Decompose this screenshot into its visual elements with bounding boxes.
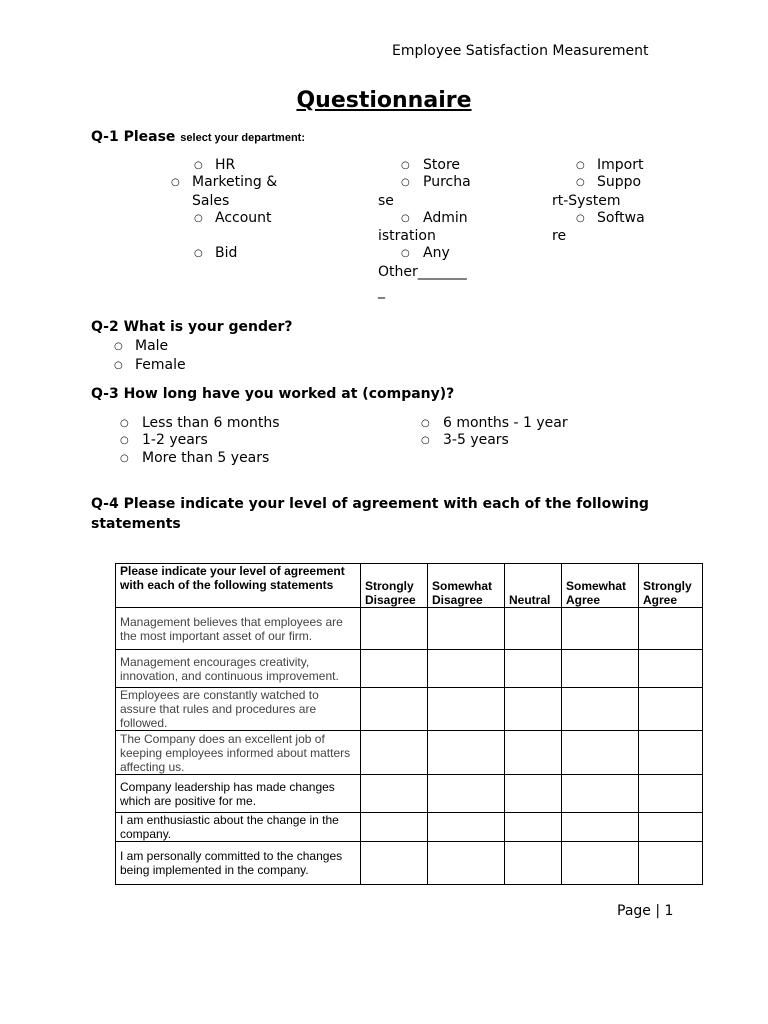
rating-cell[interactable] [505, 608, 562, 650]
rating-cell[interactable] [562, 731, 639, 775]
option-more-5-years: More than 5 years [142, 450, 270, 466]
table-row [116, 650, 703, 688]
header-line-2: Disagree [365, 593, 416, 607]
option-1-2-years: 1-2 years [142, 432, 208, 448]
rating-cell[interactable] [505, 731, 562, 775]
rating-cell[interactable] [562, 775, 639, 813]
option-less-6-months: Less than 6 months [142, 415, 280, 431]
option-any-other-cont: Other_______ [378, 264, 467, 280]
table-lead-header: Please indicate your level of agreement with each of the following statements [116, 564, 361, 608]
statement-cell: Employees are constantly watched to assure that rules and procedures are followed. [116, 688, 361, 731]
option-software-cont: re [552, 228, 567, 244]
header-somewhat-disagree [428, 564, 505, 608]
statement-cell: Company leadership has made changes which are positive for me. [116, 775, 361, 813]
option-any-other: Any [423, 245, 450, 261]
rating-cell[interactable] [639, 813, 703, 842]
page-title: Questionnaire [296, 88, 472, 113]
rating-cell[interactable] [361, 608, 428, 650]
radio-circle-icon[interactable]: ○ [120, 435, 129, 446]
option-6-months-1-year: 6 months - 1 year [443, 415, 568, 431]
rating-cell[interactable] [505, 688, 562, 731]
option-marketing: Marketing & [192, 174, 278, 190]
header-somewhat-agree [562, 564, 639, 608]
radio-circle-icon[interactable]: ○ [120, 453, 129, 464]
rating-cell[interactable] [361, 813, 428, 842]
option-purchase-cont: se [378, 193, 394, 209]
option-administration: Admin [423, 210, 468, 226]
radio-circle-icon[interactable]: ○ [171, 177, 180, 188]
radio-circle-icon[interactable]: ○ [114, 360, 123, 371]
header-strongly-agree [639, 564, 703, 608]
radio-circle-icon[interactable]: ○ [401, 177, 410, 188]
radio-circle-icon[interactable]: ○ [120, 418, 129, 429]
question-4-line-2: statements [91, 516, 181, 532]
option-female: Female [135, 357, 186, 373]
option-male: Male [135, 338, 169, 354]
rating-cell[interactable] [639, 650, 703, 688]
radio-circle-icon[interactable]: ○ [421, 435, 430, 446]
table-header-row [116, 564, 703, 608]
radio-circle-icon[interactable]: ○ [194, 213, 203, 224]
rating-cell[interactable] [639, 608, 703, 650]
table-row [116, 842, 703, 885]
radio-circle-icon[interactable]: ○ [194, 160, 203, 171]
table-row [116, 608, 703, 650]
rating-cell[interactable] [639, 688, 703, 731]
question-3: Q-3 How long have you worked at (company)? [91, 386, 455, 402]
header-line-2: Agree [566, 593, 601, 607]
option-3-5-years: 3-5 years [443, 432, 509, 448]
rating-cell[interactable] [505, 775, 562, 813]
rating-cell[interactable] [562, 608, 639, 650]
question-4-line-1: Q-4 Please indicate your level of agreement with each of the following [91, 496, 649, 512]
agreement-table [115, 563, 703, 885]
radio-circle-icon[interactable]: ○ [576, 213, 585, 224]
option-store: Store [423, 157, 461, 173]
radio-circle-icon[interactable]: ○ [114, 341, 123, 352]
radio-circle-icon[interactable]: ○ [401, 160, 410, 171]
option-account: Account [215, 210, 272, 226]
rating-cell[interactable] [361, 775, 428, 813]
option-bid: Bid [215, 245, 238, 261]
table-row [116, 688, 703, 731]
page-number: Page | 1 [617, 903, 674, 919]
document-header: Employee Satisfaction Measurement [392, 43, 649, 59]
question-1 [91, 129, 305, 145]
rating-cell[interactable] [562, 650, 639, 688]
question-2: Q-2 What is your gender? [91, 319, 293, 335]
rating-cell[interactable] [562, 813, 639, 842]
question-1-prefix: Q-1 Please [91, 129, 176, 145]
rating-cell[interactable] [361, 731, 428, 775]
rating-cell[interactable] [639, 775, 703, 813]
rating-cell[interactable] [428, 775, 505, 813]
header-line-1: Somewhat [432, 579, 493, 593]
radio-circle-icon[interactable]: ○ [401, 213, 410, 224]
table-row [116, 731, 703, 775]
rating-cell[interactable] [505, 650, 562, 688]
option-marketing-cont: Sales [192, 193, 230, 209]
rating-cell[interactable] [361, 842, 428, 885]
rating-cell[interactable] [639, 731, 703, 775]
header-neutral [505, 564, 562, 608]
statement-cell: The Company does an excellent job of keeping employees informed about matters affecting us. [116, 731, 361, 775]
statement-cell: Management believes that employees are the most important asset of our firm. [116, 608, 361, 650]
radio-circle-icon[interactable]: ○ [401, 248, 410, 259]
question-1-rest: select your department: [180, 132, 305, 144]
header-strongly-disagree [361, 564, 428, 608]
rating-cell[interactable] [428, 688, 505, 731]
radio-circle-icon[interactable]: ○ [421, 418, 430, 429]
option-hr: HR [215, 157, 236, 173]
rating-cell[interactable] [361, 688, 428, 731]
header-line-1: Somewhat [566, 579, 627, 593]
rating-cell[interactable] [428, 608, 505, 650]
option-support: Suppo [597, 174, 642, 190]
table-row [116, 775, 703, 813]
option-support-cont: rt-System [552, 193, 621, 209]
radio-circle-icon[interactable]: ○ [576, 177, 585, 188]
table-row [116, 813, 703, 842]
header-line-1: Strongly [643, 579, 692, 593]
rating-cell[interactable] [428, 731, 505, 775]
statement-cell: I am personally committed to the changes being implemented in the company. [116, 842, 361, 885]
header-line-1: Strongly [365, 579, 414, 593]
rating-cell[interactable] [505, 842, 562, 885]
statement-cell: Management encourages creativity, innovation, and continuous improvement. [116, 650, 361, 688]
radio-circle-icon[interactable]: ○ [194, 248, 203, 259]
rating-cell[interactable] [505, 813, 562, 842]
rating-cell[interactable] [428, 813, 505, 842]
rating-cell[interactable] [639, 842, 703, 885]
option-administration-cont: istration [378, 228, 436, 244]
rating-cell[interactable] [428, 842, 505, 885]
option-purchase: Purcha [423, 174, 471, 190]
rating-cell[interactable] [562, 688, 639, 731]
option-software: Softwa [597, 210, 645, 226]
header-line-2: Agree [643, 593, 678, 607]
option-import: Import [597, 157, 644, 173]
rating-cell[interactable] [361, 650, 428, 688]
header-line-2: Disagree [432, 593, 483, 607]
rating-cell[interactable] [562, 842, 639, 885]
radio-circle-icon[interactable]: ○ [576, 160, 585, 171]
statement-cell: I am enthusiastic about the change in the company. [116, 813, 361, 842]
option-any-other-blank: _ [378, 283, 385, 299]
rating-cell[interactable] [428, 650, 505, 688]
header-line-2: Neutral [509, 593, 551, 607]
